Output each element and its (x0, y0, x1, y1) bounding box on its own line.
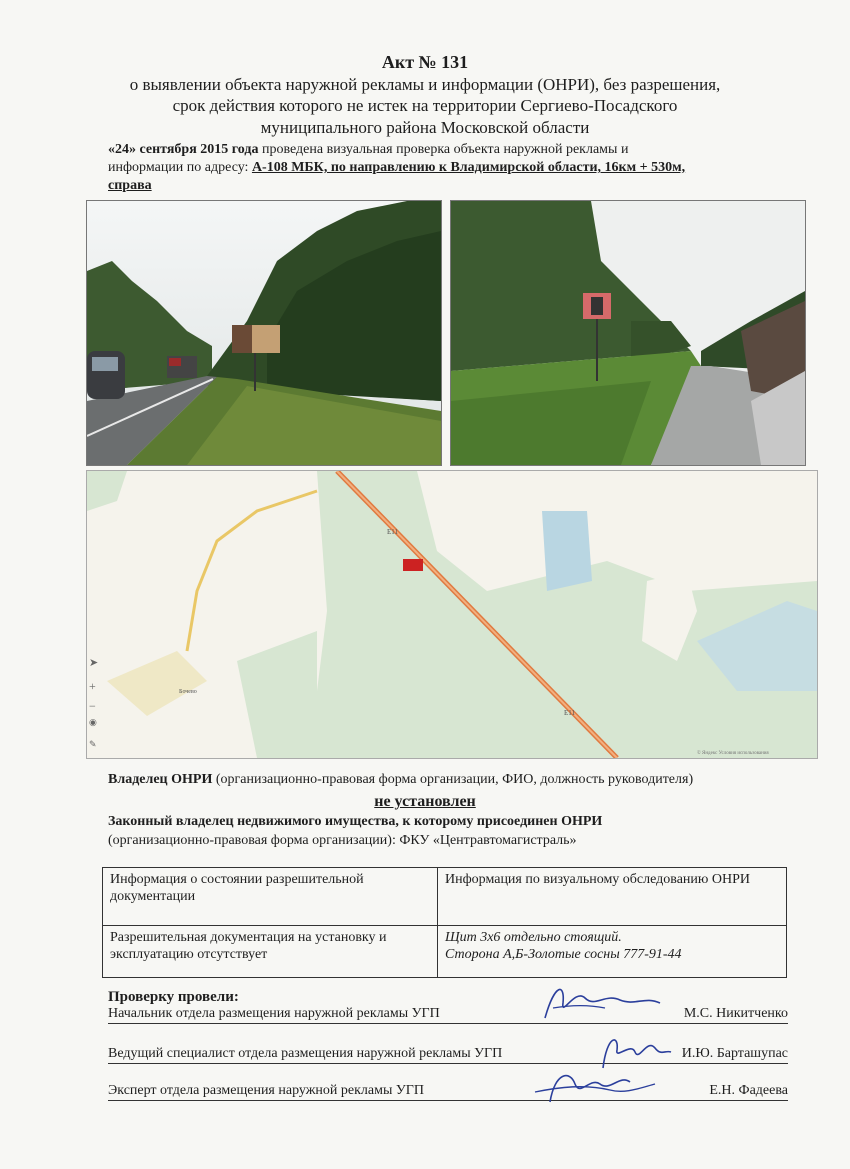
inspection-date: «24» сентября 2015 года (108, 142, 259, 157)
act-title: Акт № 131 (381, 52, 469, 72)
map-village-label: Бочево (179, 689, 197, 695)
act-subtitle-line-3: муниципального района Московской области (260, 118, 590, 137)
table-header-inspection: Информация по визуальному обследованию ОНРИ (438, 868, 787, 926)
roadside-photo-1 (86, 200, 442, 466)
inspector-row-1: Начальник отдела размещения наружной рекламы УГП М.С. Никитченко (108, 1005, 788, 1024)
act-subtitle-line-2: срок действия которого не истек на территории Сергиево-Посадского (172, 96, 678, 115)
map-locate-icon[interactable]: ➤ (89, 657, 99, 669)
owner-label: Владелец ОНРИ (108, 772, 213, 787)
map-copyright: © Яндекс Условия использования (697, 751, 769, 756)
table-cell-documentation: Разрешительная документация на установку и эксплуатацию отсутствует (103, 926, 438, 978)
signature-3 (530, 1062, 660, 1112)
map-road-label-2: Е11 (564, 709, 576, 717)
table-header-documentation: Информация о состоянии разрешительной документации (103, 868, 438, 926)
signature-1 (535, 978, 665, 1028)
intro-line-3: справа (108, 178, 152, 193)
intro-line-1: «24» сентября 2015 года проведена визуальная проверка объекта наружной рекламы и (108, 142, 629, 157)
inspector-row-3: Эксперт отдела размещения наружной рекламы УГП Е.Н. Фадеева (108, 1082, 788, 1101)
info-table (102, 867, 787, 978)
owner-line: Владелец ОНРИ (организационно-правовая форма организации, ФИО, должность руководителя) (108, 772, 694, 787)
intro-line-2: информации по адресу: А-108 МБК, по направлению к Владимирской области, 16км + 530м, (108, 160, 686, 175)
legal-owner-label: Законный владелец недвижимого имущества, к которому присоединен ОНРИ (108, 814, 603, 829)
legal-owner-desc: (организационно-правовая форма организации): ФКУ «Центравтомагистраль» (108, 833, 577, 848)
map-zoom-out-icon[interactable]: − (89, 699, 96, 713)
location-map[interactable] (86, 470, 818, 759)
map-road-label-1: Е11 (387, 528, 399, 536)
inspection-address: А-108 МБК, по направлению к Владимирской области, 16км + 530м, (251, 160, 686, 175)
act-subtitle-line-1: о выявлении объекта наружной рекламы и информации (ОНРИ), без разрешения, (129, 75, 721, 94)
roadside-photo-2 (450, 200, 806, 466)
owner-value: не установлен (374, 793, 476, 810)
inspector-row-2: Ведущий специалист отдела размещения наружной рекламы УГП И.Ю. Барташупас (108, 1045, 788, 1064)
map-layers-icon[interactable]: ◉ (89, 717, 97, 727)
map-ruler-icon[interactable]: ✎ (89, 739, 97, 749)
table-cell-inspection: Щит 3х6 отдельно стоящий. Сторона А,Б-Золотые сосны 777-91-44 (438, 926, 787, 978)
inspectors-heading: Проверку провели: (108, 989, 239, 1005)
map-zoom-in-icon[interactable]: + (89, 679, 96, 693)
